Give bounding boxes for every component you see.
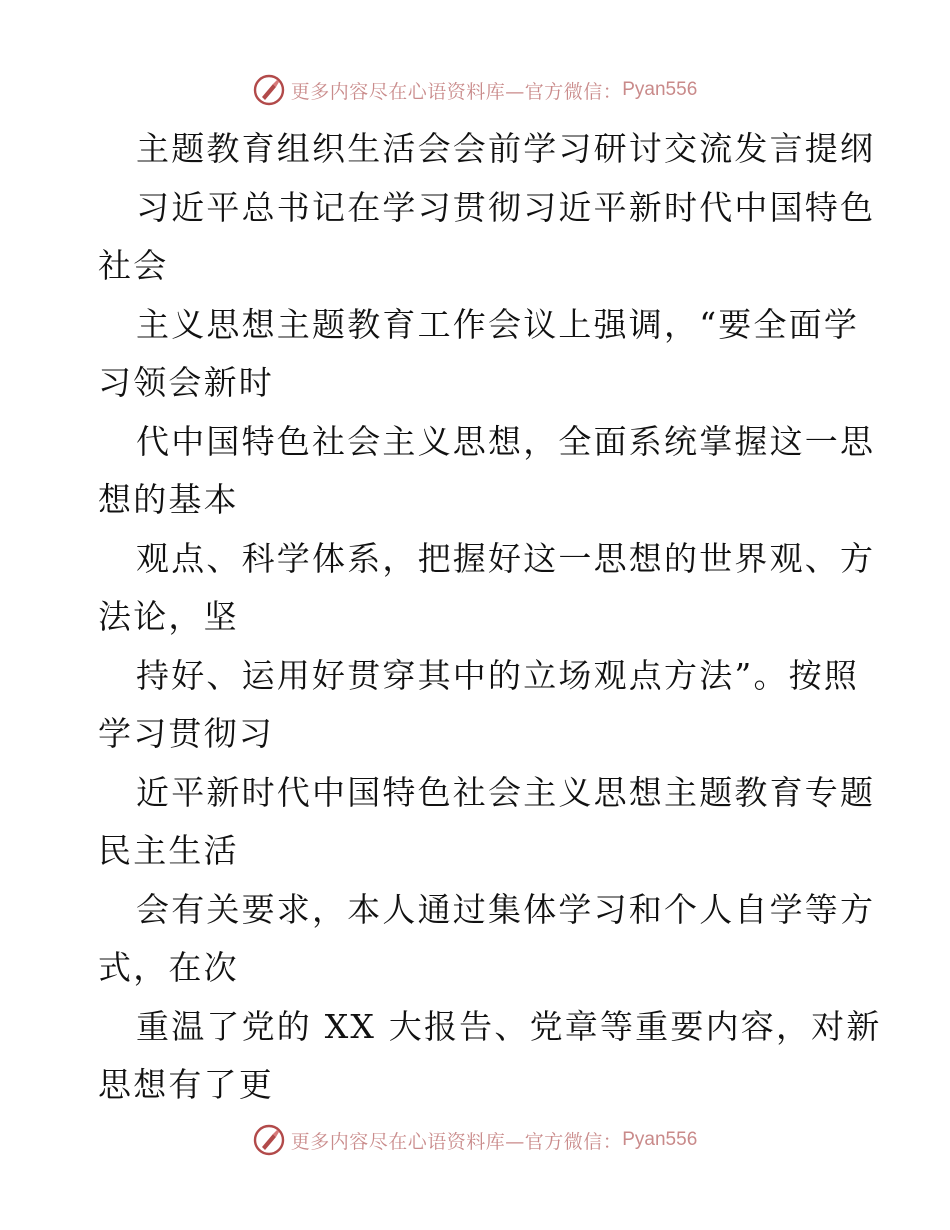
text-line: 代中国特色社会主义思想，全面系统掌握这一思	[136, 421, 876, 461]
text-line: 社会	[98, 246, 169, 285]
text-line: 主题教育组织生活会会前学习研讨交流发言提纲	[136, 129, 876, 168]
watermark-text: 更多内容尽在心语资料库—官方微信：	[290, 1130, 623, 1153]
text-line: 思想有了更	[98, 1065, 274, 1104]
text-line: 持好、运用好贯穿其中的立场观点方法”。按照	[136, 655, 860, 695]
text-line: 学习贯彻习	[98, 714, 274, 753]
document-body	[98, 120, 882, 1115]
pen-logo-icon	[253, 74, 285, 106]
footer-watermark	[0, 1120, 950, 1160]
text-line: 重温了党的 XX 大报告、党章等重要内容，对新	[136, 1006, 882, 1046]
text-line: 近平新时代中国特色社会主义思想主题教育专题	[136, 772, 876, 812]
text-line: 习领会新时	[98, 363, 274, 402]
watermark-text: 更多内容尽在心语资料库—官方微信：	[290, 80, 623, 103]
watermark-wechat-id: Pyan556	[622, 1129, 698, 1150]
header-watermark	[0, 70, 950, 110]
watermark-wechat-id: Pyan556	[622, 79, 698, 100]
text-line: 主义思想主题教育工作会议上强调，“要全面学	[136, 304, 860, 344]
text-line: 习近平总书记在学习贯彻习近平新时代中国特色	[136, 187, 876, 227]
text-line: 民主生活	[98, 831, 239, 870]
text-line: 观点、科学体系，把握好这一思想的世界观、方	[136, 538, 876, 578]
text-line: 想的基本	[98, 480, 239, 519]
text-line: 法论，坚	[98, 597, 239, 636]
pen-logo-icon	[253, 1124, 285, 1156]
text-line: 式，在次	[98, 948, 239, 987]
text-line: 会有关要求，本人通过集体学习和个人自学等方	[136, 889, 876, 929]
